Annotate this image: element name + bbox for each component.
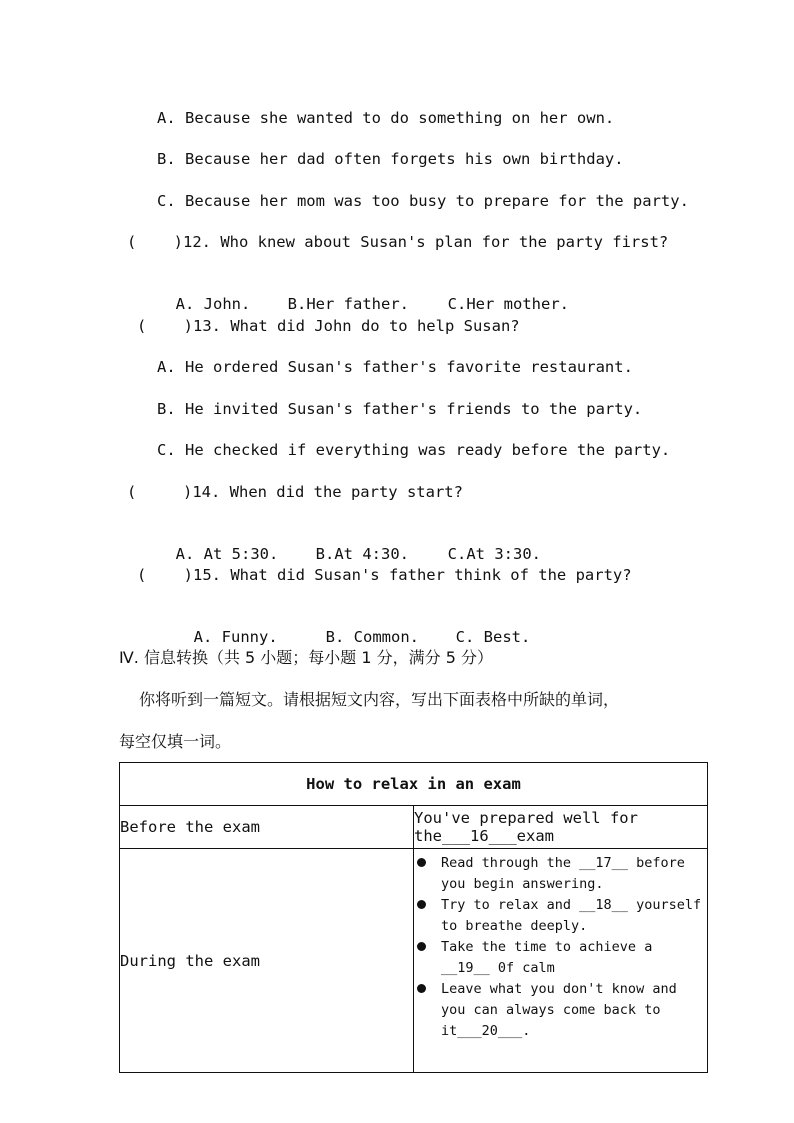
q14-stem: ( )14. When did the party start? <box>127 483 463 501</box>
row-label-before-exam: Before the exam <box>120 806 414 849</box>
table-row-during-exam <box>120 849 708 1073</box>
q11-option-b: B. Because her dad often forgets his own birthday. <box>157 150 624 168</box>
relax-in-exam-table <box>119 762 708 1073</box>
q11-option-a: A. Because she wanted to do something on her own. <box>157 109 615 127</box>
list-item: Take the time to achieve a __19__ 0f calm <box>414 937 707 979</box>
row-label-during-exam: During the exam <box>120 849 414 1073</box>
list-item: Leave what you don't know and you can always come back to it___20___. <box>414 979 707 1042</box>
q12-option-b: B.Her father. <box>287 295 409 313</box>
table-title: How to relax in an exam <box>120 763 708 806</box>
bullet-icon <box>417 942 426 951</box>
bullet-icon <box>417 858 426 867</box>
q14-option-a: A. At 5:30. <box>175 545 279 563</box>
q13-option-a: A. He ordered Susan's father's favorite restaurant. <box>157 358 633 376</box>
section-4-instruction-line-2: 每空仅填一词。 <box>119 732 232 751</box>
q14-option-c: C.At 3:30. <box>447 545 541 563</box>
q15-option-a: A. Funny. <box>193 628 278 646</box>
q12-stem: ( )12. Who knew about Susan's plan for the party first? <box>127 233 669 251</box>
bullet-icon <box>417 984 426 993</box>
q13-option-b: B. He invited Susan's father's friends to the party. <box>157 400 643 418</box>
q12-option-a: A. John. <box>175 295 251 313</box>
q14-options <box>157 524 541 564</box>
section-4-instruction-line-1: 你将听到一篇短文。请根据短文内容，写出下面表格中所缺的单词， <box>139 690 620 709</box>
q12-option-c: C.Her mother. <box>447 295 569 313</box>
during-exam-tips <box>414 849 708 1073</box>
q15-stem: ( )15. What did Susan's father think of the party? <box>137 566 632 584</box>
q11-option-c: C. Because her mom was too busy to prepare for the party. <box>157 192 689 210</box>
table-row-before-exam <box>120 806 708 849</box>
q15-option-b: B. Common. <box>325 628 419 646</box>
list-item: Try to relax and __18__ yourself to breathe deeply. <box>414 895 707 937</box>
q12-options <box>157 274 569 314</box>
bullet-icon <box>417 900 426 909</box>
list-item: Read through the __17__ before you begin answering. <box>414 853 707 895</box>
q15-options <box>175 607 530 647</box>
q14-option-b: B.At 4:30. <box>315 545 409 563</box>
section-4-heading: Ⅳ. 信息转换（共 5 小题；每小题 1 分，满分 5 分） <box>119 648 493 667</box>
row-text-before-exam: You've prepared well for the___16___exam <box>414 806 708 849</box>
q13-stem: ( )13. What did John do to help Susan? <box>137 317 520 335</box>
q15-option-c: C. Best. <box>455 628 531 646</box>
q13-option-c: C. He checked if everything was ready before the party. <box>157 441 671 459</box>
